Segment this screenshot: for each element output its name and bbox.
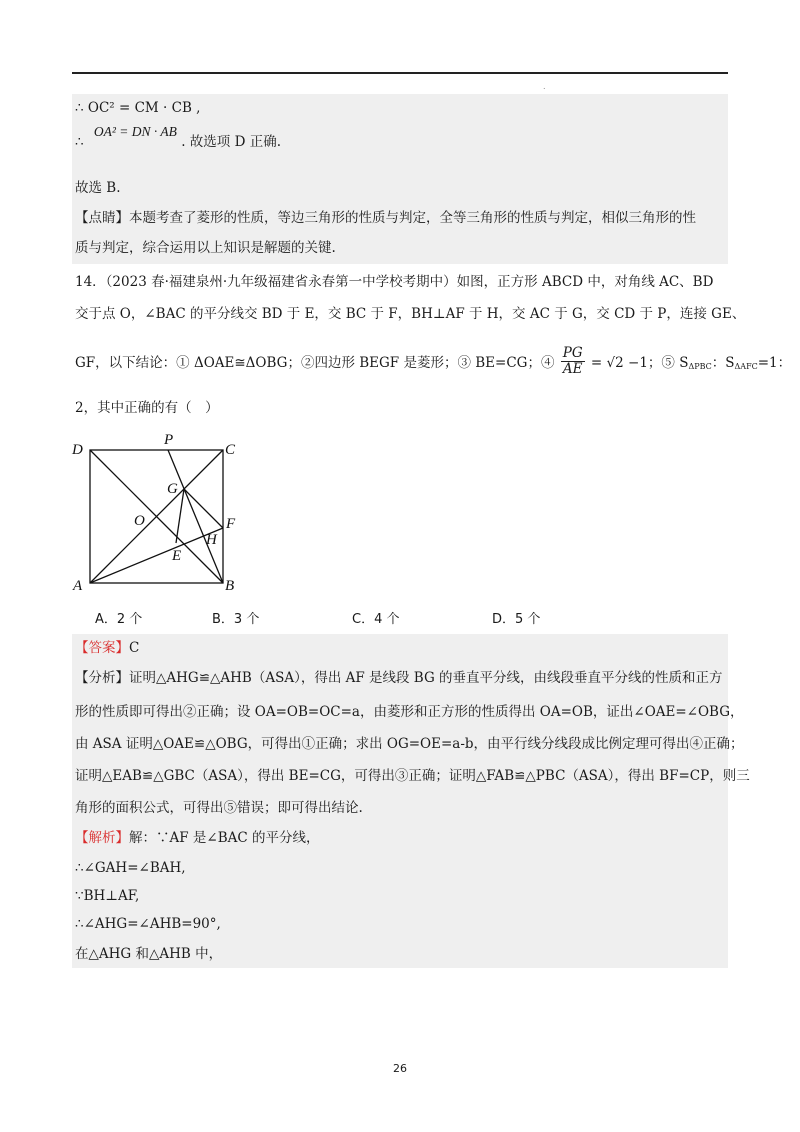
option-b: B．3 个 — [212, 612, 260, 627]
sub-afc: ΔAFC — [734, 362, 758, 371]
answer-value: C — [129, 640, 140, 656]
analysis-line-1 — [75, 668, 723, 688]
solution-text-1: 解：∵AF 是∠BAC 的平分线， — [129, 830, 320, 846]
analysis-text-1: 证明△AHG≌△AHB（ASA），得出 AF 是线段 BG 的垂直平分线，由线段垂直平分线的性质和正方 — [129, 670, 723, 686]
answer-line — [75, 638, 139, 658]
label-p: P — [164, 432, 174, 448]
answer-tag: 【答案】 — [75, 640, 129, 656]
label-a: A — [73, 578, 83, 594]
solution-line-5: 在△AHG 和△AHB 中， — [75, 946, 223, 962]
question-line-3c: ：S — [711, 355, 735, 371]
prev-line-2-math: OA² = DN · AB — [93, 124, 177, 139]
solution-line-3: ∵BH⊥AF, — [75, 888, 140, 904]
label-b: B — [225, 578, 235, 594]
analysis-line-4: 证明△EAB≌△GBC（ASA），得出 BE=CG，可得出③正确；证明△FAB≌△PBC（ASA），得出 BF=CP，则三 — [75, 768, 750, 784]
solution-line-1 — [75, 828, 320, 848]
prev-comment-2: 质与判定，综合运用以上知识是解题的关键. — [75, 240, 336, 256]
comment-tag: 【点睛】 — [75, 210, 129, 226]
prev-line-1: ∴ OC² = CM · CB , — [75, 100, 201, 116]
solution-tag: 【解析】 — [75, 830, 129, 846]
question-line-3d: =1： — [757, 355, 792, 371]
comment-text-1: 本题考查了菱形的性质，等边三角形的性质与判定，全等三角形的性质与判定，相似三角形的性 — [129, 210, 696, 226]
header-rule — [72, 72, 728, 74]
label-h: H — [206, 532, 217, 548]
option-a: A．2 个 — [95, 612, 143, 627]
prev-choose: 故选 B. — [75, 180, 121, 196]
question-line-3a: GF，以下结论：① ΔOAE≅ΔOBG；②四边形 BEGF 是菱形；③ BE=CG；④ — [75, 355, 555, 371]
label-f: F — [226, 516, 236, 532]
analysis-tag: 【分析】 — [75, 670, 129, 686]
segment-ge — [176, 489, 184, 543]
option-c: C．4 个 — [352, 612, 400, 627]
prev-line-2 — [75, 124, 281, 152]
option-d: D．5 个 — [492, 612, 541, 627]
question-line-1: 14．（2023 春·福建泉州·九年级福建省永春第一中学校考期中）如图，正方形 ABCD 中，对角线 AC、BD — [75, 274, 714, 290]
label-c: C — [225, 442, 236, 458]
header-dot: . — [543, 82, 546, 91]
segment-gf — [184, 489, 223, 528]
label-o: O — [134, 513, 145, 529]
solution-line-4: ∴∠AHG=∠AHB=90°, — [75, 916, 221, 932]
analysis-line-3: 由 ASA 证明△OAE≌△OBG，可得出①正确；求出 OG=OE=a-b，由平行线分线段成比例定理可得出④正确； — [75, 736, 744, 752]
question-line-3 — [75, 345, 792, 379]
prev-line-2-tail: . 故选项 D 正确. — [181, 134, 281, 150]
label-e: E — [172, 548, 182, 564]
question-line-2: 交于点 O，∠BAC 的平分线交 BD 于 E，交 BC 于 F，BH⊥AF 于 H，交 AC 于 G，交 CD 于 P，连接 GE、 — [75, 306, 746, 322]
fraction-denominator: AE — [562, 361, 583, 377]
question-line-3b: = √2 −1；⑤ S — [590, 355, 689, 371]
label-d: D — [72, 442, 83, 458]
geometry-figure — [68, 430, 258, 595]
analysis-line-5: 角形的面积公式，可得出⑤错误；即可得出结论. — [75, 800, 363, 816]
question-line-4: 2，其中正确的有（ ） — [75, 400, 219, 416]
prev-comment-1 — [75, 208, 696, 228]
analysis-line-2: 形的性质即可得出②正确；设 OA=OB=OC=a，由菱形和正方形的性质得出 OA=OB，证出∠OAE=∠OBG， — [75, 704, 744, 720]
fraction-numerator: PG — [562, 345, 583, 361]
solution-line-2: ∴∠GAH=∠BAH, — [75, 860, 186, 876]
page-number: 26 — [393, 1062, 407, 1075]
label-g: G — [167, 481, 178, 497]
fraction-pg-ae — [561, 346, 585, 377]
therefore-symbol: ∴ — [75, 134, 84, 150]
sub-pbc: ΔPBC — [688, 362, 712, 371]
